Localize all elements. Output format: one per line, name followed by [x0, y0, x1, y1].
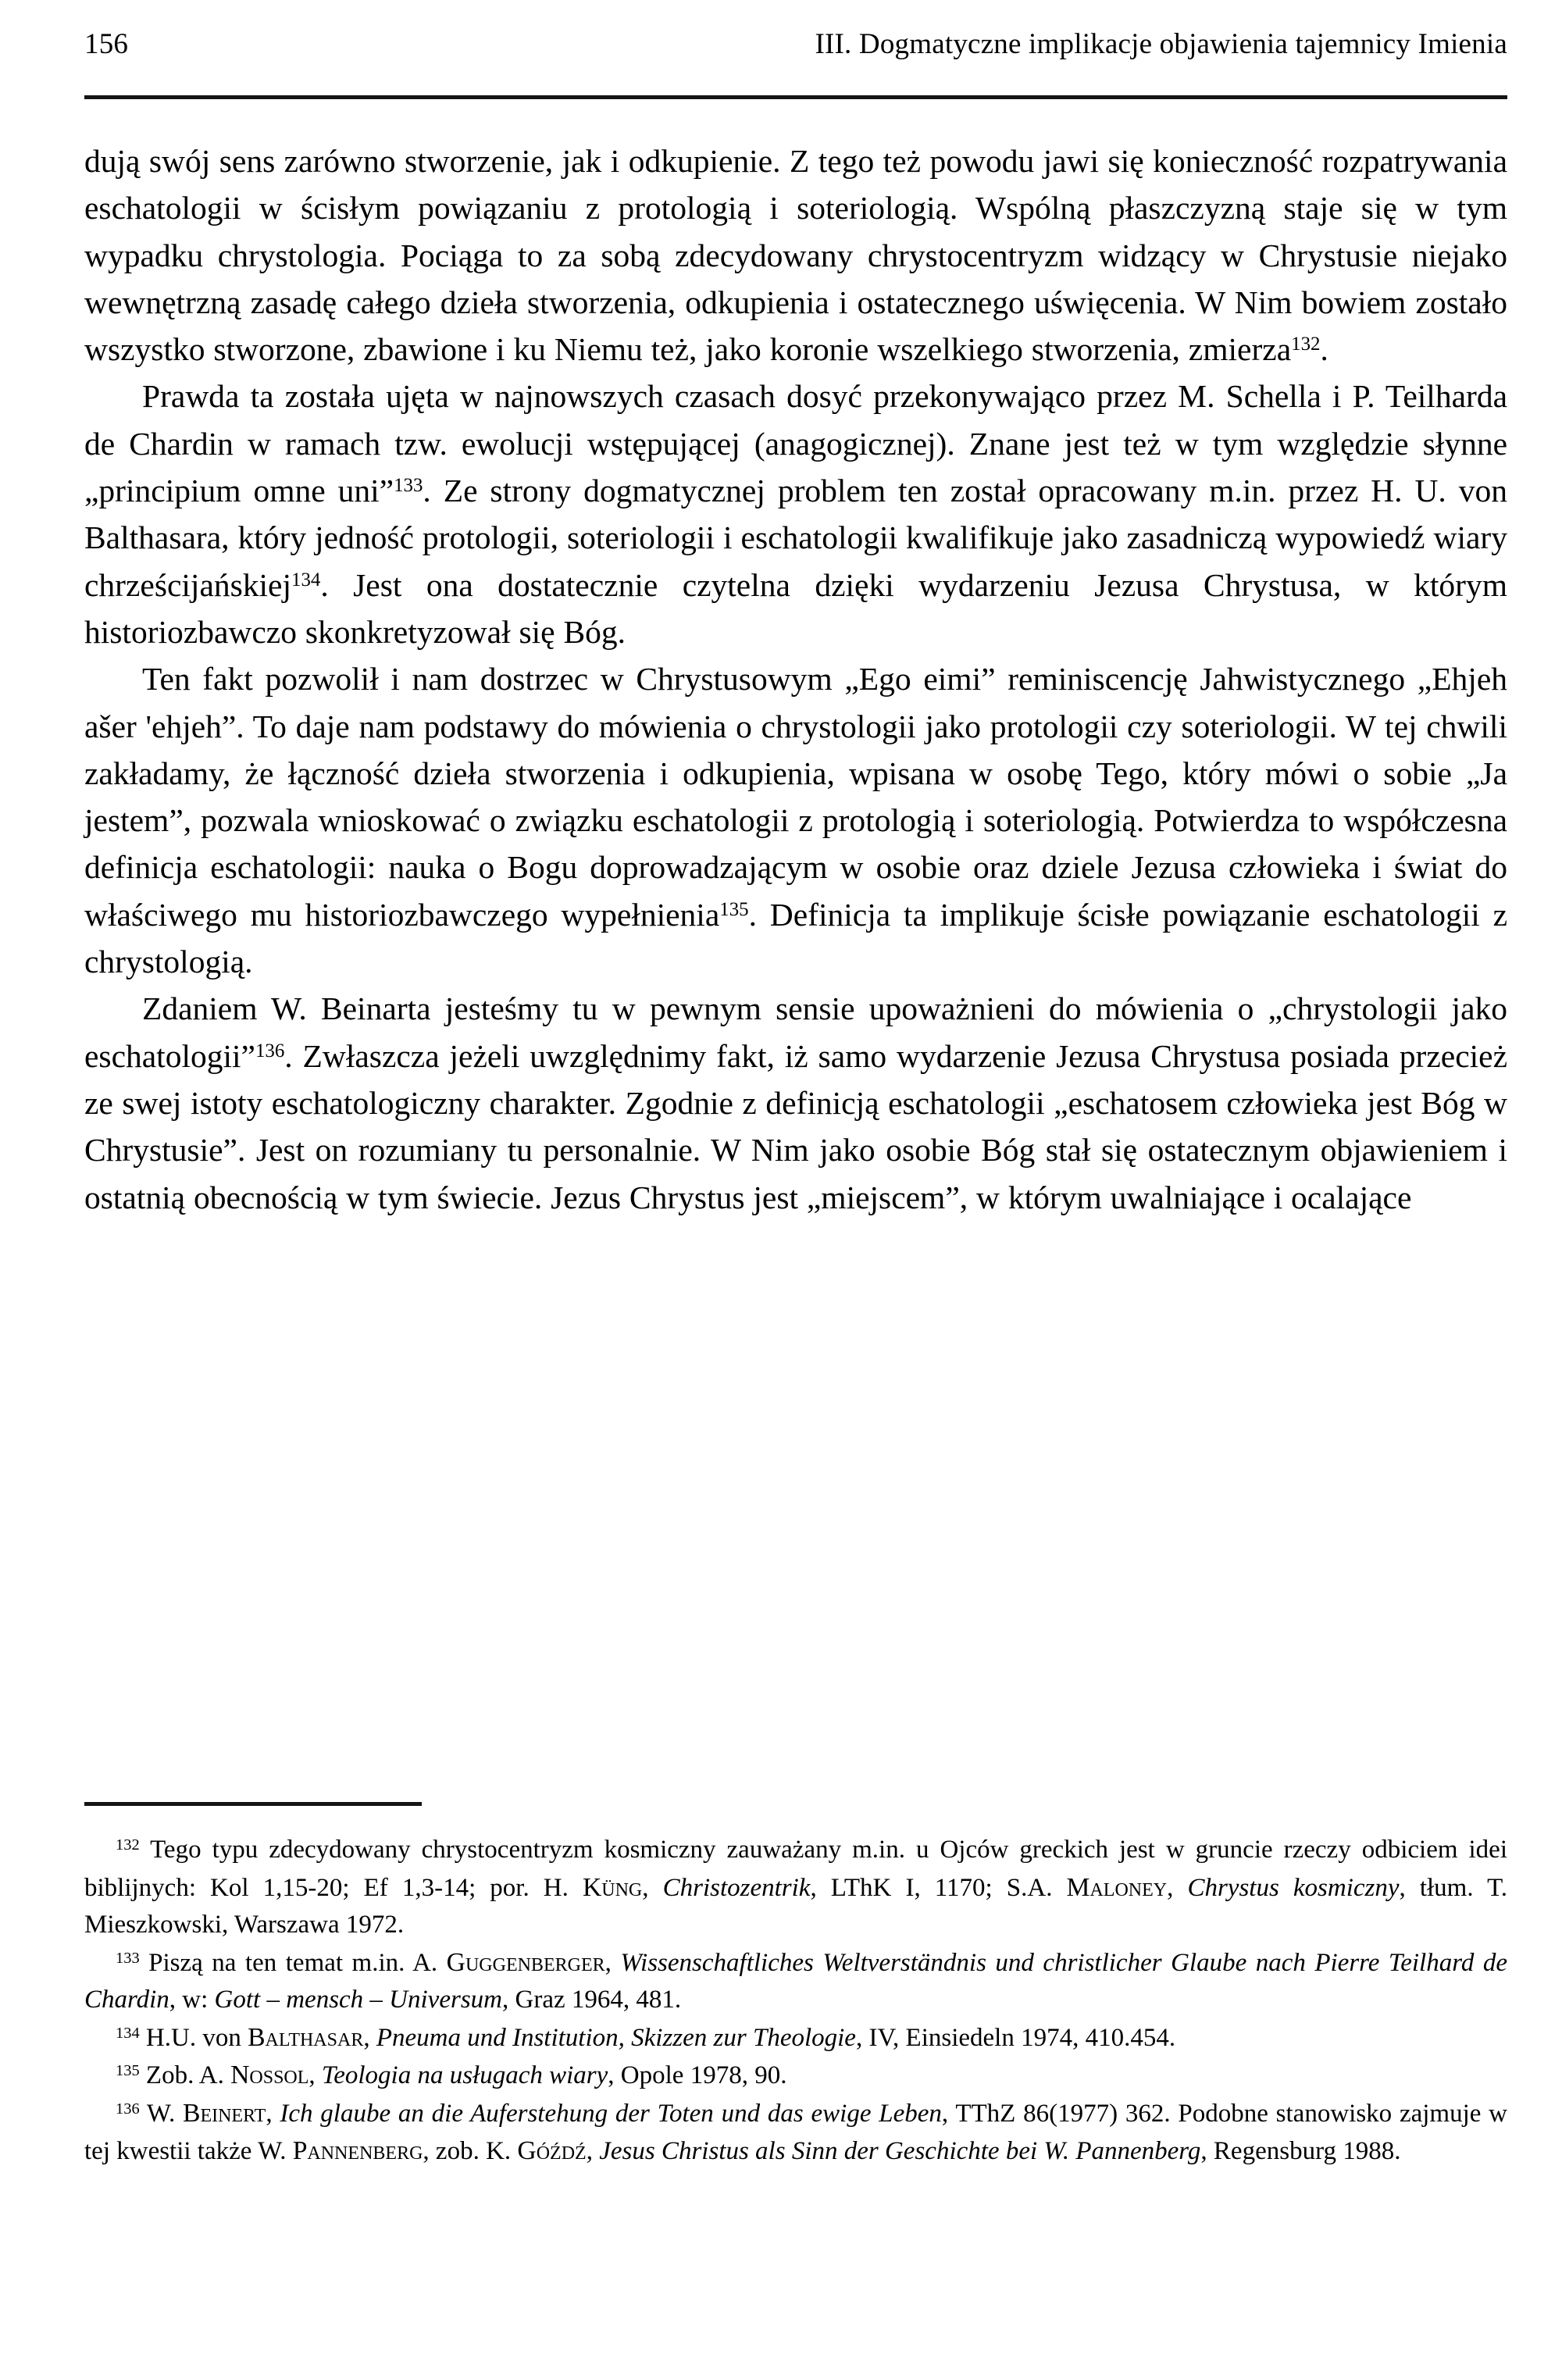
footnote-text: , Regensburg 1988. — [1200, 2137, 1401, 2165]
header-rule — [84, 95, 1507, 99]
footnote-text: , IV, Einsiedeln 1974, 410.454. — [855, 2023, 1176, 2052]
footnote-author-smallcaps: Balthasar — [248, 2022, 364, 2052]
paragraph-2-seg3: . Jest ona dostatecznie czytelna dzięki wydarzeniu Jezusa Chrystusa, w którym historiozbawczo skonkretyzował się Bóg. — [84, 566, 1507, 650]
paragraph-2-seg1: Prawda ta została ujęta w najnowszych czasach dosyć przekonywająco przez M. Schella i P. Teilharda de Chardin w ramach tzw. ewolucji wstępującej (anagogicznej). Znane jest też w tym względzie słynne „principium omne uni” — [84, 378, 1507, 509]
footnote-text: , — [642, 1873, 663, 1902]
footnote-number-135[interactable]: 135 — [116, 2061, 140, 2079]
footnote-author-smallcaps: Pannenberg — [292, 2136, 423, 2165]
paragraph-1-text: dują swój sens zarówno stworzenie, jak i odkupienie. Z tego też powodu jawi się konieczność rozpatrywania eschatologii w ścisłym powiązaniu z protologią i soteriologią. Wspólną płaszczyzną staje się w tym wypadku chrystologia. Pociąga to za sobą zdecydowany chrystocentryzm widzący w Chrystusie niejako wewnętrzną zasadę całego dzieła stworzenia, odkupienia i ostatecznego uświęcenia. W Nim bowiem zostało wszystko stworzone, zbawione i ku Niemu też, jako koronie wszelkiego stworzenia, zmierza — [84, 143, 1507, 368]
paragraph-4-seg1: Zdaniem W. Beinarta jesteśmy tu w pewnym sensie upoważnieni do mówienia o „chrystologii jako eschatologii” — [84, 990, 1507, 1074]
footnote-author-smallcaps: Maloney — [1066, 1872, 1168, 1902]
footnote-text: , — [308, 2061, 322, 2089]
footnote-title-italic: Ich glaube an die Auferstehung der Toten und das ewige Leben — [280, 2099, 942, 2128]
footnote-ref-132[interactable]: 132 — [1291, 334, 1321, 355]
footnote-title-italic: Chrystus kosmiczny — [1187, 1873, 1400, 1902]
paragraph-1-tail: . — [1320, 331, 1328, 368]
footnote-text: Piszą na ten temat m.in. A. — [148, 1948, 447, 1977]
footnote-text: , — [266, 2099, 280, 2128]
footnote-author-smallcaps: Guggenberger — [446, 1947, 605, 1977]
footnote-text: , Opole 1978, 90. — [608, 2061, 787, 2089]
paragraph-4-seg2: . Zwłaszcza jeżeli uwzględnimy fakt, iż samo wydarzenie Jezusa Chrystusa posiada przecież ze swej istoty eschatologiczny charakter. Zgodnie z definicją eschatologii „eschatosem człowieka jest Bóg w Chrystusie”. Jest on rozumiany tu personalnie. W Nim jako osobie Bóg stał się ostatecznym objawieniem i ostatnią obecnością w tym świecie. Jezus Chrystus jest „miejscem”, w którym uwalniające i ocalające — [84, 1037, 1507, 1215]
footnotes-block — [84, 1832, 1507, 2171]
footnote-author-smallcaps: Góźdź — [517, 2136, 587, 2165]
footnote-number-132[interactable]: 132 — [116, 1836, 140, 1854]
footnote-ref-134[interactable]: 134 — [291, 569, 321, 591]
paragraph-2-seg2: . Ze strony dogmatycznej problem ten został opracowany m.in. przez H. U. von Balthasara, który jedność protologii, soteriologii i eschatologii kwalifikuje jako zasadniczą wypowiedź wiary chrześcijańskiej — [84, 473, 1507, 603]
footnote-title-italic: Pneuma und Institution, Skizzen zur Theologie — [376, 2023, 856, 2052]
footnote-text: , zob. K. — [423, 2137, 518, 2165]
footnote-text: , — [1167, 1873, 1188, 1902]
footnote-ref-135[interactable]: 135 — [719, 898, 749, 920]
footnote-author-smallcaps: Küng — [582, 1872, 643, 1902]
footnote-text: , — [363, 2023, 376, 2052]
footnote-ref-133[interactable]: 133 — [394, 475, 423, 497]
footnote-text: , tłum. T. Mieszkowski, Warszawa 1972. — [84, 1873, 1508, 1939]
footnote-text: , LThK I, 1170; S.A. — [810, 1873, 1067, 1902]
footnote-separator-rule — [84, 1802, 422, 1806]
page-number: 156 — [84, 28, 129, 60]
footnote-text: Tego typu zdecydowany chrystocentryzm kosmiczny zauważany m.in. u Ojców greckich jest w gruncie rzeczy odbiciem idei biblijnych: Kol 1,15-20; Ef 1,3-14; por. H. — [84, 1836, 1507, 1902]
footnote-134 — [84, 2019, 1507, 2057]
running-head — [84, 30, 1507, 59]
paragraph-1 — [84, 137, 1507, 373]
footnote-author-smallcaps: Beinert — [183, 2098, 266, 2128]
paragraph-4 — [84, 985, 1507, 1220]
footnote-text: , — [586, 2137, 600, 2165]
paragraph-3-seg1: Ten fakt pozwolił i nam dostrzec w Chrystusowym „Ego eimi” reminiscencję Jahwistycznego „Ehjeh ašer 'ehjeh”. To daje nam podstawy do mówienia o chrystologii jako protologii czy soteriologii. W tej chwili zakładamy, że łączność dzieła stworzenia i odkupienia, wpisana w osobę Tego, który mówi o sobie „Ja jestem”, pozwala wnioskować o związku eschatologii z protologią i soteriologią. Potwierdza to współczesna definicja eschatologii: nauka o Bogu doprowadzającym w osobie oraz dziele Jezusa człowieka i świat do właściwego mu historiozbawczego wypełnienia — [84, 661, 1507, 933]
footnote-title-italic: Teologia na usługach wiary — [321, 2061, 608, 2089]
body-text-column — [84, 137, 1507, 1221]
paragraph-3-seg2: . Definicja ta implikuje ścisłe powiązanie eschatologii z chrystologią. — [84, 896, 1507, 980]
footnote-number-133[interactable]: 133 — [116, 1949, 140, 1967]
paragraph-2 — [84, 373, 1507, 655]
footnote-132 — [84, 1832, 1507, 1944]
footnote-135 — [84, 2057, 1507, 2095]
footnote-text: , Graz 1964, 481. — [502, 1986, 682, 2014]
footnote-title-italic: Jesus Christus als Sinn der Geschichte bei W. Pannenberg — [599, 2137, 1201, 2165]
footnote-133 — [84, 1944, 1507, 2019]
running-title: III. Dogmatyczne implikacje objawienia tajemnicy Imienia — [815, 28, 1507, 60]
footnote-text: , — [604, 1948, 621, 1977]
footnote-number-134[interactable]: 134 — [116, 2024, 140, 2042]
footnote-text: , w: — [169, 1986, 215, 2014]
footnote-text: Zob. A. — [145, 2061, 231, 2089]
paragraph-3 — [84, 655, 1507, 985]
footnote-title-italic: Christozentrik — [662, 1873, 811, 1902]
footnote-number-136[interactable]: 136 — [116, 2100, 140, 2118]
footnote-title-italic: Gott – mensch – Universum — [214, 1986, 502, 2014]
footnote-text: H.U. von — [145, 2023, 248, 2052]
footnote-author-smallcaps: Nossol — [230, 2061, 309, 2089]
footnote-text: , TThZ 86(1977) 362. Podobne stanowisko zajmuje w tej kwestii także W. — [84, 2099, 1507, 2165]
footnote-ref-136[interactable]: 136 — [255, 1040, 285, 1062]
footnote-text: W. — [146, 2099, 183, 2128]
footnote-136 — [84, 2095, 1507, 2171]
footnote-title-italic: Wissenschaftliches Weltverständnis und christlicher Glaube nach Pierre Teilhard de Chardin — [84, 1948, 1507, 2014]
